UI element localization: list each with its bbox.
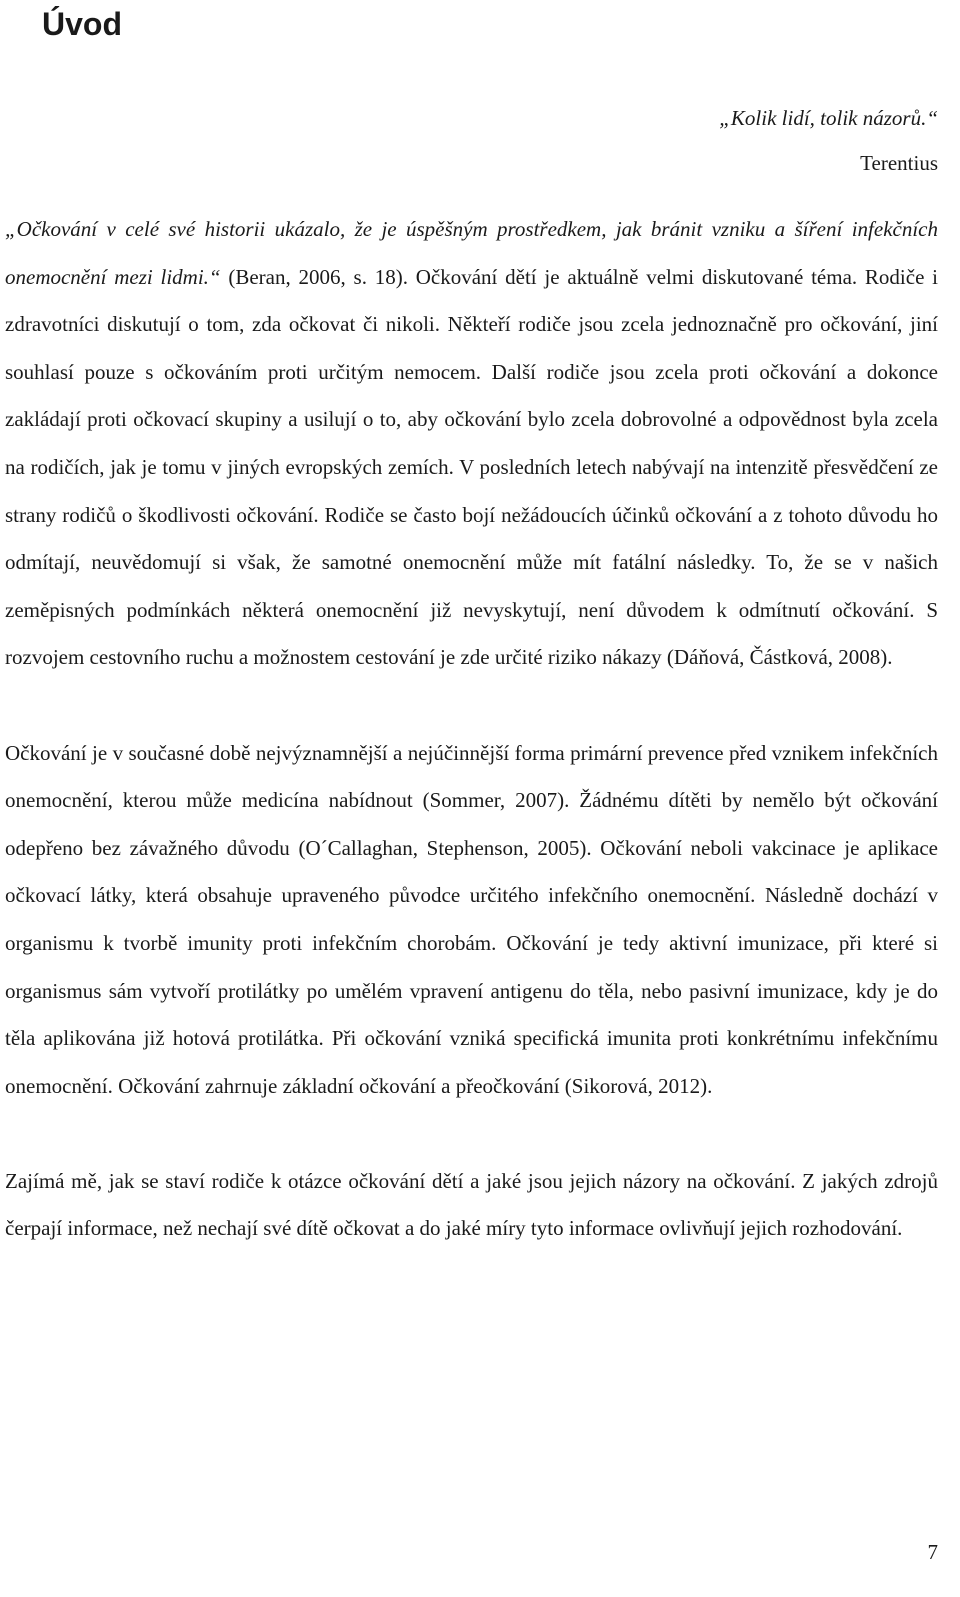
paragraph-1: [5, 206, 938, 682]
motto-quote: „Kolik lidí, tolik názorů.“: [719, 106, 938, 130]
motto: [719, 96, 938, 186]
paragraph-2: Očkování je v současné době nejvýznamnější a nejúčinnější forma primární prevence před vznikem infekčních onemocnění, kterou může medicína nabídnout (Sommer, 2007). Žádnému dítěti by nemělo být očkování odepřeno bez závažného důvodu (O´Callaghan, Stephenson, 2005). Očkování neboli vakcinace je aplikace očkovací látky, která obsahuje upraveného původce určitého infekčního onemocnění. Následně dochází v organismu k tvorbě imunity proti infekčním chorobám. Očkování je tedy aktivní imunizace, při které si organismus sám vytvoří protilátky po umělém vpravení antigenu do těla, nebo pasivní imunizace, kdy je do těla aplikována již hotová protilátka. Při očkování vzniká specifická imunita proti konkrétnímu infekčnímu onemocnění. Očkování zahrnuje základní očkování a přeočkování (Sikorová, 2012).: [5, 740, 938, 1098]
chapter-heading: Úvod: [42, 6, 122, 42]
paragraph-3: Zajímá mě, jak se staví rodiče k otázce očkování dětí a jaké jsou jejich názory na očkování. Z jakých zdrojů čerpají informace, než nechají své dítě očkovat a do jaké míry tyto informace ovlivňují jejich rozhodování.: [5, 1168, 938, 1241]
paragraph-1-quote: „Očkování v celé své historii ukázalo, že je úspěšným prostředkem, jak bránit vzniku a šíření infekčních onemocnění mezi lidmi.“: [5, 217, 938, 289]
paragraph-1-text: (Beran, 2006, s. 18). Očkování dětí je aktuálně velmi diskutované téma. Rodiče i zdravotníci diskutují o tom, zda očkovat či nikoli. Někteří rodiče jsou zcela jednoznačně pro očkování, jiní souhlasí pouze s očkováním proti určitým nemocem. Další rodiče jsou zcela proti očkování a dokonce zakládají proti očkovací skupiny a usilují o to, aby očkování bylo zcela dobrovolné a odpovědnost byla zcela na rodičích, jak je tomu v jiných evropských zemích. V posledních letech nabývají na intenzitě přesvědčení ze strany rodičů o škodlivosti očkování. Rodiče se často bojí nežádoucích účinků očkování a z tohoto důvodu ho odmítají, neuvědomují si však, že samotné onemocnění může mít fatální následky. To, že se v našich zeměpisných podmínkách některá onemocnění již nevyskytují, není důvodem k odmítnutí očkování. S rozvojem cestovního ruchu a možnostem cestování je zde určité riziko nákazy (Dáňová, Částková, 2008).: [5, 264, 938, 670]
body-text: [5, 206, 938, 1253]
page-number: 7: [927, 1540, 938, 1564]
motto-author: Terentius: [860, 151, 938, 175]
